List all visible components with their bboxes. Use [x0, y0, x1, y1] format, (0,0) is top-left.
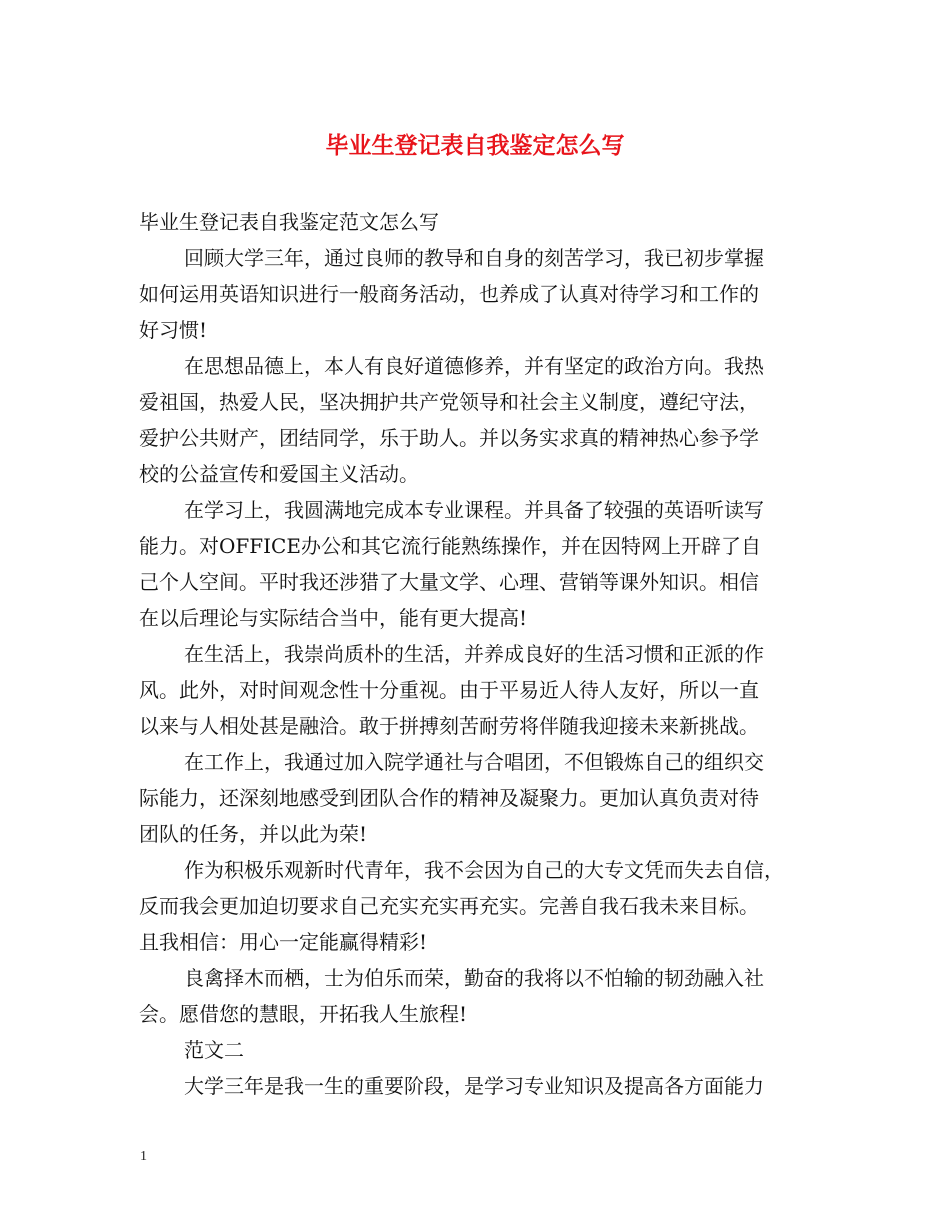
paragraph-line: 己个人空间。平时我还涉猎了大量文学、心理、营销等课外知识。相信 — [139, 570, 759, 594]
paragraph-line: 在工作上，我通过加入院学通社与合唱团，不但锻炼自己的组织交 — [184, 750, 764, 774]
paragraph-line: 校的公益宣传和爱国主义活动。 — [139, 462, 419, 486]
paragraph-line: 风。此外，对时间观念性十分重视。由于平易近人待人友好，所以一直 — [139, 678, 759, 702]
paragraph-line: 作为积极乐观新时代青年，我不会因为自己的大专文凭而失去自信， — [184, 858, 784, 882]
paragraph-line: 回顾大学三年，通过良师的教导和自身的刻苦学习，我已初步掌握 — [184, 246, 764, 270]
paragraph-line: 在生活上，我崇尚质朴的生活，并养成良好的生活习惯和正派的作 — [184, 642, 764, 666]
section-heading: 毕业生登记表自我鉴定范文怎么写 — [139, 210, 439, 234]
paragraph-line: 际能力，还深刻地感受到团队合作的精神及凝聚力。更加认真负责对待 — [139, 786, 759, 810]
paragraph-line: 良禽择木而栖，士为伯乐而荣，勤奋的我将以不怕输的韧劲融入社 — [184, 966, 764, 990]
paragraph-line: 反而我会更加迫切要求自己充实充实再充实。完善自我石我未来目标。 — [139, 894, 759, 918]
paragraph-line: 以来与人相处甚是融洽。敢于拼搏刻苦耐劳将伴随我迎接未来新挑战。 — [139, 714, 759, 738]
paragraph-line: 大学三年是我一生的重要阶段，是学习专业知识及提高各方面能力 — [184, 1074, 764, 1098]
paragraph-line: 在以后理论与实际结合当中，能有更大提高! — [139, 606, 528, 630]
paragraph-line: 且我相信：用心一定能赢得精彩! — [139, 930, 428, 954]
subsection-heading: 范文二 — [184, 1038, 244, 1062]
document-body — [139, 204, 829, 1104]
document-title: 毕业生登记表自我鉴定怎么写 — [325, 132, 625, 159]
paragraph-line: 好习惯! — [139, 318, 208, 342]
page-number: 1 — [140, 1149, 147, 1164]
paragraph-line: 在学习上，我圆满地完成本专业课程。并具备了较强的英语听读写 — [184, 498, 764, 522]
paragraph-line: 能力。对OFFICE办公和其它流行能熟练操作，并在因特网上开辟了自 — [139, 534, 761, 558]
paragraph-line: 爱护公共财产，团结同学，乐于助人。并以务实求真的精神热心参予学 — [139, 426, 759, 450]
paragraph-line: 团队的任务，并以此为荣! — [139, 822, 368, 846]
paragraph-line: 如何运用英语知识进行一般商务活动，也养成了认真对待学习和工作的 — [139, 282, 759, 306]
paragraph-line: 会。愿借您的慧眼，开拓我人生旅程! — [139, 1002, 468, 1026]
paragraph-line: 爱祖国，热爱人民，坚决拥护共产党领导和社会主义制度，遵纪守法， — [139, 390, 759, 414]
paragraph-line: 在思想品德上，本人有良好道德修养，并有坚定的政治方向。我热 — [184, 354, 764, 378]
